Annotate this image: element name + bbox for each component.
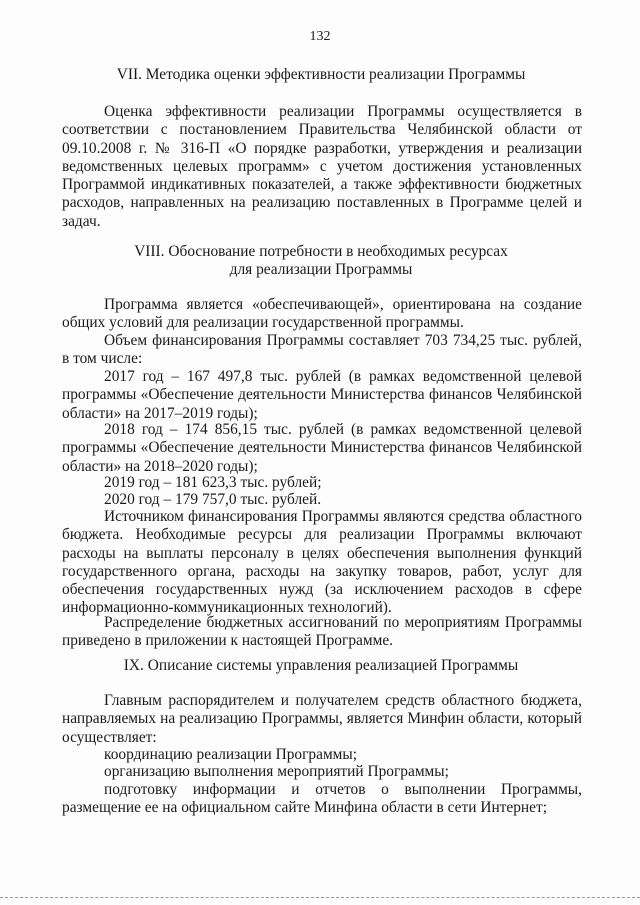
paragraph: Главным распорядителем и получателем средств областного бюджета, направляемых на реализацию Программы, является Минфин области, который осуществляет:: [62, 692, 582, 746]
section-heading-viii-line2: для реализации Программы: [229, 261, 413, 278]
bottom-dashed-rule: [0, 897, 640, 898]
paragraph: координацию реализации Программы;: [104, 746, 358, 763]
paragraph: 2017 год – 167 497,8 тыс. рублей (в рамках ведомственной целевой программы «Обеспечение деятельности Министерства финансов Челябинской области» на 2017–2019 годы);: [62, 368, 582, 422]
paragraph: подготовку информации и отчетов о выполнении Программы, размещение ее на официальном сайте Минфина области в сети Интернет;: [62, 781, 582, 817]
paragraph: организацию выполнения мероприятий Программы;: [104, 763, 449, 780]
section-heading-vii: VII. Методика оценки эффективности реализации Программы: [116, 66, 526, 83]
paragraph: 2019 год – 181 623,3 тыс. рублей;: [104, 474, 322, 491]
section-heading-viii-line1: VIII. Обоснование потребности в необходимых ресурсах: [134, 243, 508, 260]
page-number: 132: [309, 29, 331, 44]
paragraph: Распределение бюджетных ассигнований по мероприятиям Программы приведено в приложении к настоящей Программе.: [62, 614, 582, 650]
paragraph: 2018 год – 174 856,15 тыс. рублей (в рамках ведомственной целевой программы «Обеспечение деятельности Министерства финансов Челябинской области» на 2018–2020 годы);: [62, 421, 582, 475]
paragraph: Источником финансирования Программы являются средства областного бюджета. Необходимые ресурсы для реализации Программы включают расходы на выплаты персоналу в целях обеспечения выполнения функций государственного органа, расходы на закупку товаров, работ, услуг для обеспечения государственных нужд (за исключением расходов в сфере информационно-коммуникационных технологий).: [62, 508, 582, 617]
paragraph: Оценка эффективности реализации Программы осуществляется в соответствии с постановлением Правительства Челябинской области от 09.10.2008 г. № 316-П «О порядке разработки, утверждения и реализации ведомственных целевых программ» с учетом достижения установленных Программой индикативных показателей, а также эффективности бюджетных расходов, направленных на реализацию поставленных в Программе целей и задач.: [62, 103, 582, 230]
paragraph: Объем финансирования Программы составляет 703 734,25 тыс. рублей, в том числе:: [62, 332, 582, 368]
paragraph: 2020 год – 179 757,0 тыс. рублей.: [104, 491, 322, 508]
section-heading-ix: IX. Описание системы управления реализацией Программы: [123, 657, 519, 674]
paragraph: Программа является «обеспечивающей», ориентирована на создание общих условий для реализации государственной программы.: [62, 296, 582, 332]
